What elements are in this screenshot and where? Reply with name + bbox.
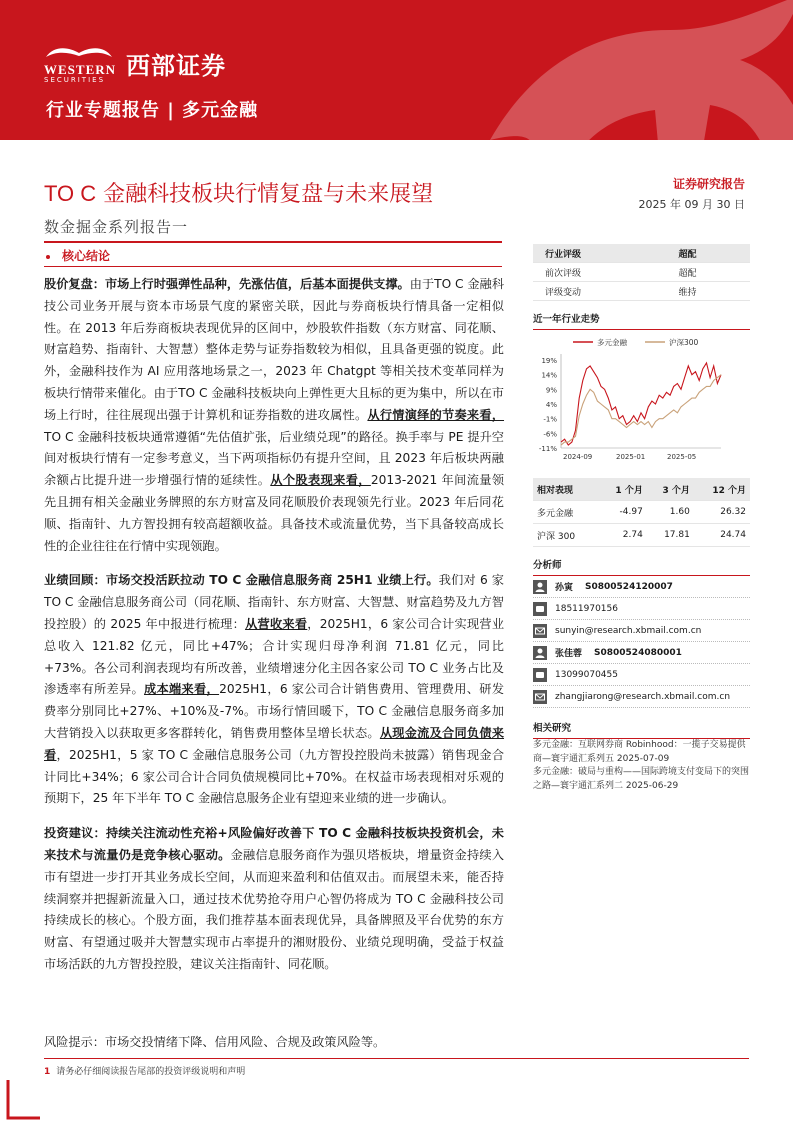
report-badge: 证券研究报告	[672, 177, 745, 191]
bull-watermark-icon	[470, 0, 793, 140]
section-heading: 核心结论	[46, 247, 110, 264]
report-title: TO C 金融科技板块行情复盘与未来展望	[44, 181, 434, 207]
divider	[44, 266, 502, 267]
body-paragraph: 股价复盘：市场上行时强弹性品种，先涨估值，后基本面提供支撑。由于TO C 金融科技公司业务开展与资本市场景气度的紧密关联，因此与券商板块行情具备一定相似性。在 2013 年后券商板块表现优异的区间中，炒股软件指数（东方财富、同花顺、财富趋势、指南针、大智慧）整体走势与证券指数较为相似，且具备更强的锐度。此外，金融科技作为 AI 应用落地场景之一，2023 年 Chatgpt 等相关技术变革同样为板块行情带来催化。由于TO C 金融科技板块向上弹性更大且标的更为集中，所以在市场上行时，往往展现出强于计算机和证券指数的进攻属性。从行情演绎的节奏来看，TO C 金融科技板块通常遵循“先估值扩张，后业绩兑现”的路径。换手率与 PE 提升空间对板块行情有一定参考意义，当下两项指标仍有提升空间，且 2023 年后板块两融余额占比提升进一步增强行情的延续性。从个股表现来看，2013-2021 年间流量领先且拥有相关金融业务牌照的东方财富及同花顺股价表现领先行业。2023 年后同花顺、指南针、九方智投拥有较高超额收益。具备技术或流量优势，当下具备较高成长性的企业往往在行情中实现领跑。	[44, 277, 505, 553]
analyst-name-row: 张佳蓉 S0800524080001	[533, 642, 750, 664]
logo-english-sub: SECURITIES	[44, 76, 106, 84]
legend-label: 多元金融	[597, 338, 627, 347]
footer	[44, 1064, 245, 1077]
sidebar	[533, 244, 750, 793]
analyst-name-row: 孙寅 S0800524120007	[533, 576, 750, 598]
analyst-phone-row: 13099070455	[533, 664, 750, 686]
y-tick-label: -6%	[543, 430, 557, 439]
analyst-list	[533, 575, 750, 708]
person-icon	[533, 580, 547, 594]
logo-english: WESTERN	[44, 62, 117, 77]
performance-row: 沪深 300 2.74 17.81 24.74	[533, 524, 750, 547]
page-number: 1	[44, 1067, 51, 1077]
analyst-phone-row: 18511970156	[533, 598, 750, 620]
main-body	[44, 274, 504, 989]
y-tick-label: -1%	[543, 415, 557, 424]
y-tick-label: 4%	[545, 401, 557, 409]
analyst-email-row: zhangjiarong@research.xbmail.com.cn	[533, 686, 750, 708]
rating-row: 评级变动 维持	[533, 282, 750, 301]
phone-icon	[533, 602, 547, 616]
series-line	[561, 375, 721, 445]
email-icon	[533, 624, 547, 638]
trend-chart	[533, 330, 750, 470]
analyst-title: 分析师	[533, 560, 562, 571]
logo-chinese: 西部证券	[126, 52, 226, 80]
horns-logo-icon	[44, 45, 114, 59]
rating-row: 前次评级 超配	[533, 263, 750, 282]
email-icon	[533, 690, 547, 704]
divider	[44, 241, 502, 243]
bullet-icon	[46, 255, 50, 259]
performance-table	[533, 478, 750, 547]
footer-disclaimer: 请务必仔细阅读报告尾部的投资评级说明和声明	[56, 1067, 246, 1077]
rating-header: 行业评级 超配	[533, 244, 750, 263]
legend-label: 沪深300	[669, 338, 699, 347]
report-subtitle: 数金掘金系列报告一	[44, 218, 189, 236]
risk-notice: 风险提示：市场交投情绪下降、信用风险、合规及政策风险等。	[44, 1035, 386, 1049]
trend-chart-svg	[533, 330, 750, 470]
analyst-email-row: sunyin@research.xbmail.com.cn	[533, 620, 750, 642]
related-item[interactable]: 多元金融：互联网券商 Robinhood：一揽子交易提供商—寰宇通汇系列五 2025-07-09	[533, 740, 746, 764]
trend-title: 近一年行业走势	[533, 311, 750, 330]
body-paragraph: 业绩回顾：市场交投活跃拉动 TO C 金融信息服务商 25H1 业绩上行。我们对 6 家 TO C 金融信息服务商公司（同花顺、指南针、东方财富、大智慧、财富趋势及九方智投控股）的 2025 年中报进行梳理：从营收来看，2025H1，6 家公司合计实现营业总收入 121.82 亿元，同比+47%；合计实现归母净利润 71.81 亿元，同比+73%。各公司利润表现均有所改善，业绩增速分化主因各家公司 TO C 业务占比及渗透率有所差异。成本端来看，2025H1，6 家公司合计销售费用、管理费用、研发费率分别同比+27%、+10%及-7%。市场行情回暖下，TO C 金融信息服务商多加大营销投入以获取更多客群转化，销售费用整体呈增长状态。从现金流及合同负债来看，2025H1，5 家 TO C 金融信息服务公司（九方智投控股尚未披露）销售现金合计同比+34%；6 家公司合计合同负债规模同比+70%。在权益市场表现相对乐观的预期下，25 年下半年 TO C 金融信息服务企业有望迎来业绩的进一步确认。	[44, 573, 505, 806]
y-tick-label: -11%	[538, 445, 557, 453]
series-line	[561, 363, 721, 445]
phone-icon	[533, 668, 547, 682]
related-title: 相关研究	[533, 720, 750, 739]
rating-table	[533, 244, 750, 301]
y-tick-label: 9%	[545, 386, 557, 395]
performance-row: 多元金融 -4.97 1.60 26.32	[533, 501, 750, 524]
report-type: 行业专题报告 | 多元金融	[46, 100, 259, 121]
header-banner	[0, 0, 793, 140]
person-icon	[533, 646, 547, 660]
footer-divider	[44, 1058, 749, 1059]
x-tick-label: 2024-09	[563, 453, 593, 461]
corner-decoration-icon	[6, 1080, 40, 1120]
x-tick-label: 2025-01	[616, 453, 646, 461]
company-logo	[44, 44, 116, 84]
performance-header: 相对表现 1 个月 3 个月 12 个月	[533, 478, 750, 501]
related-item[interactable]: 多元金融：破局与重构——国际跨境支付变局下的突围之路—寰宇通汇系列二 2025-06-29	[533, 767, 750, 791]
y-tick-label: 19%	[541, 357, 557, 365]
y-tick-label: 14%	[541, 371, 557, 380]
report-date: 2025 年 09 月 30 日	[638, 198, 745, 211]
x-tick-label: 2025-05	[667, 453, 697, 461]
body-paragraph: 投资建议：持续关注流动性充裕+风险偏好改善下 TO C 金融科技板块投资机会，未来技术与流量仍是竞争核心驱动。金融信息服务商作为强贝塔板块，增量资金持续入市有望进一步打开其业务成长空间，从而迎来盈利和估值双击。而展望未来，能否持续洞察并把握新流量入口，通过技术优势抢夺用户心智仍将成为 TO C 金融科技公司持续成长的核心。个股方面，我们推荐基本面表现优异，具备牌照及平台优势的东方财富、有望通过吸并大智慧实现市占率提升的湘财股份、业绩兑现明确，受益于权益市场活跃的九方智投控股，建议关注指南针、同花顺。	[44, 826, 505, 971]
